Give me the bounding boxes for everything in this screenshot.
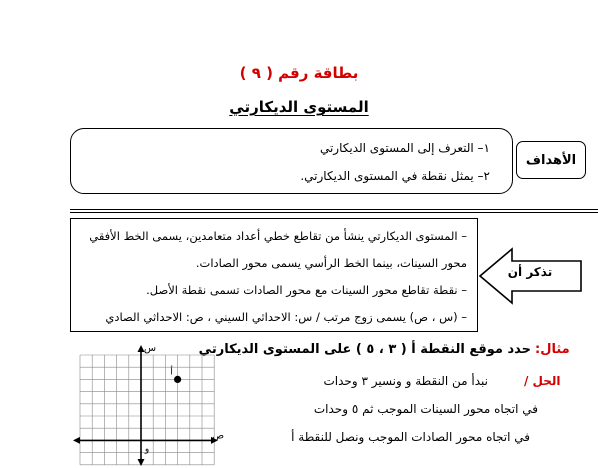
origin-label: و	[144, 444, 150, 455]
objective-item: ٢– يمثل نقطة في المستوى الديكارتي.	[300, 169, 490, 183]
solution-label: الحل /	[524, 374, 561, 388]
remember-line: محور السينات، بينما الخط الرأسي يسمى محور الصادات.	[195, 256, 467, 270]
example-label: مثال:	[535, 342, 570, 357]
solution-line: نبدأ من النقطة و ونسير ٣ وحدات	[323, 374, 488, 388]
x-axis-arrow-left	[73, 437, 80, 444]
objectives-box	[70, 128, 513, 194]
page-title: المستوى الديكارتي	[229, 98, 369, 116]
remember-line: – المستوى الديكارتي ينشأ من تقاطع خطي أعداد متعامدين، يسمى الخط الأفقي	[89, 229, 467, 243]
remember-line: – (س ، ص) يسمى زوج مرتب / س: الاحداثي السيني ، ص: الاحداثي الصادي	[105, 310, 467, 324]
card-title: بطاقة رقم ( ٩ )	[239, 64, 359, 82]
remember-line: – نقطة تقاطع محور السينات مع محور الصادات تسمى نقطة الأصل.	[146, 283, 467, 297]
y-axis-label: س	[143, 343, 157, 354]
remember-box	[70, 218, 478, 332]
point-a-label: أ	[170, 367, 173, 378]
remember-tag: تذكر أن	[507, 265, 553, 279]
objectives-tag: الأهداف	[516, 141, 586, 179]
objective-item: ١– التعرف إلى المستوى الديكارتي	[319, 141, 490, 155]
example-task: حدد موقع النقطة أ ( ٣ ، ٥ ) على المستوى الديكارتي	[198, 342, 531, 357]
solution-line: في اتجاه محور السينات الموجب ثم ٥ وحدات	[313, 402, 538, 416]
cartesian-plane	[72, 343, 225, 468]
point-a	[174, 376, 181, 383]
x-axis-label: ص	[211, 430, 225, 442]
solution-line: في اتجاه محور الصادات الموجب ونصل للنقطة أ	[291, 430, 530, 444]
